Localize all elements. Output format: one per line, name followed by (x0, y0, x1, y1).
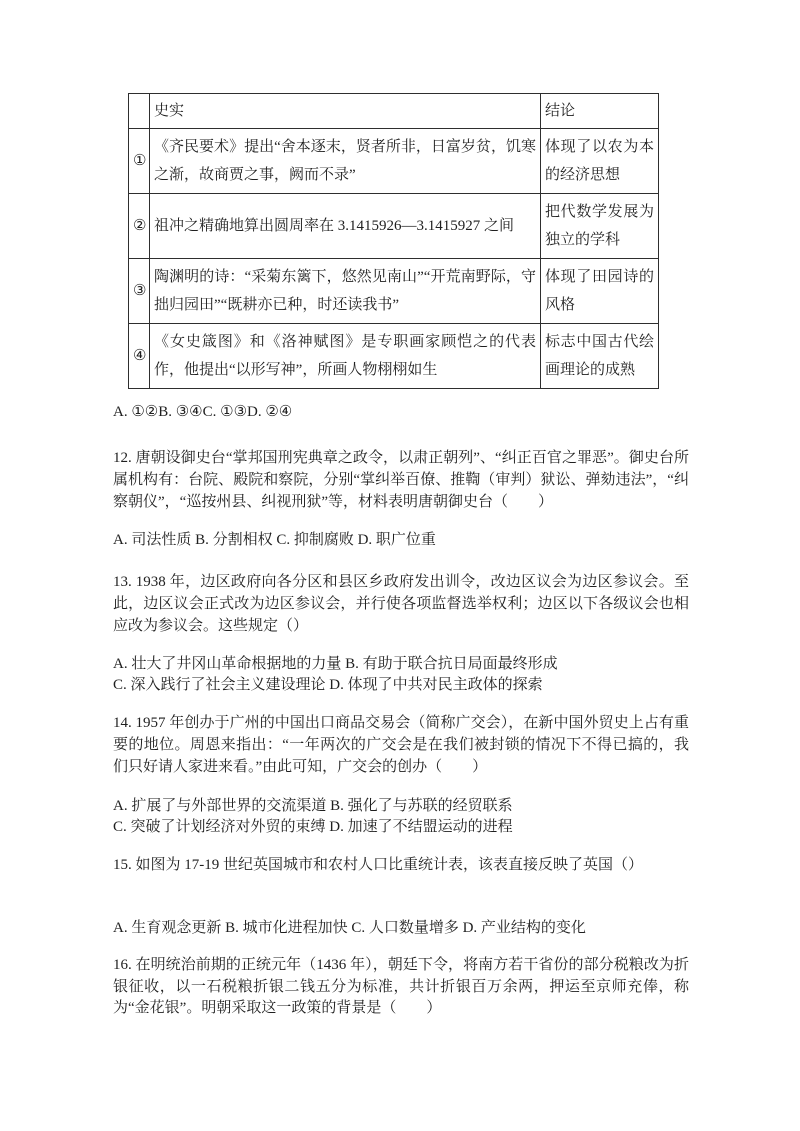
question13-options-line1: A. 壮大了井冈山革命根据地的力量 B. 有助于联合抗日局面最终形成 (113, 655, 558, 672)
question14-options-line1: A. 扩展了与外部世界的交流渠道 B. 强化了与苏联的经贸联系 (113, 797, 513, 814)
question16-text: 16. 在明统治前期的正统元年（1436 年），朝廷下令，将南方若干省份的部分税粮改为折银征收，以一石税粮折银二钱五分为标准，共计折银百万余两，押运至京师充俸，称为“金花银”。明朝采取这一政策的背景是（ ） (113, 956, 689, 1017)
header-cell-num (129, 94, 150, 129)
fact-cell: 《齐民要术》提出“舍本逐末，贤者所非，日富岁贫，饥寒之渐，故商贾之事，阙而不录” (150, 129, 541, 194)
table-row (129, 194, 659, 259)
question14-options-line2: C. 突破了计划经济对外贸的束缚 D. 加速了不结盟运动的进程 (113, 819, 513, 836)
fact-cell: 《女史箴图》和《洛神赋图》是专职画家顾恺之的代表作，他提出“以形写神”，所画人物栩栩如生 (150, 324, 541, 389)
row-number: ④ (129, 324, 150, 389)
conclusion-cell: 标志中国古代绘画理论的成熟 (541, 324, 659, 389)
table-row (129, 129, 659, 194)
question11-answer-options: A. ①②B. ③④C. ①③D. ②④ (113, 404, 293, 420)
header-cell-fact: 史实 (150, 94, 541, 129)
row-number: ③ (129, 259, 150, 324)
table-row (129, 259, 659, 324)
row-number: ② (129, 194, 150, 259)
conclusion-cell: 把代数学发展为独立的学科 (541, 194, 659, 259)
row-number: ① (129, 129, 150, 194)
question15-options: A. 生育观念更新 B. 城市化进程加快 C. 人口数量增多 D. 产业结构的变化 (113, 919, 586, 936)
question13-options (113, 654, 689, 698)
question12-options: A. 司法性质 B. 分割相权 C. 抑制腐败 D. 职广位重 (113, 532, 436, 549)
question13-options-line2: C. 深入践行了社会主义建设理论 D. 体现了中共对民主政体的探索 (113, 677, 543, 694)
fact-cell: 陶渊明的诗：“采菊东篱下，悠然见南山”“开荒南野际，守拙归园田”“既耕亦已种，时还读我书” (150, 259, 541, 324)
question14-options (113, 796, 689, 840)
question12-text: 12. 唐朝设御史台“掌邦国刑宪典章之政令，以肃正朝列”、“纠正百官之罪恶”。御史台所属机构有：台院、殿院和察院，分别“掌纠举百僚、推鞫（审判）狱讼、弹劾违法”，“纠察朝仪”，“巡按州县、纠视刑狱”等，材料表明唐朝御史台（ ） (113, 450, 689, 510)
question15-text: 15. 如图为 17-19 世纪英国城市和农村人口比重统计表，该表直接反映了英国（） (113, 857, 643, 874)
conclusion-cell: 体现了以农为本的经济思想 (541, 129, 659, 194)
question14-text: 14. 1957 年创办于广州的中国出口商品交易会（简称广交会），在新中国外贸史上占有重要的地位。周恩来指出：“一年两次的广交会是在我们被封锁的情况下不得已搞的，我们只好请人家进来看。”由此可知，广交会的创办（ ） (113, 715, 689, 775)
table-row (129, 324, 659, 389)
question11-table (128, 93, 659, 389)
conclusion-cell: 体现了田园诗的风格 (541, 259, 659, 324)
question13-text: 13. 1938 年，边区政府向各分区和县区乡政府发出训令，改边区议会为边区参议会。至此，边区议会正式改为边区参议会，并行使各项监督选举权利；边区以下各级议会也相应改为参议会。这些规定（） (113, 574, 689, 634)
header-cell-conclusion: 结论 (541, 94, 659, 129)
fact-cell: 祖冲之精确地算出圆周率在 3.1415926—3.1415927 之间 (150, 194, 541, 259)
table-header-row (129, 94, 659, 129)
